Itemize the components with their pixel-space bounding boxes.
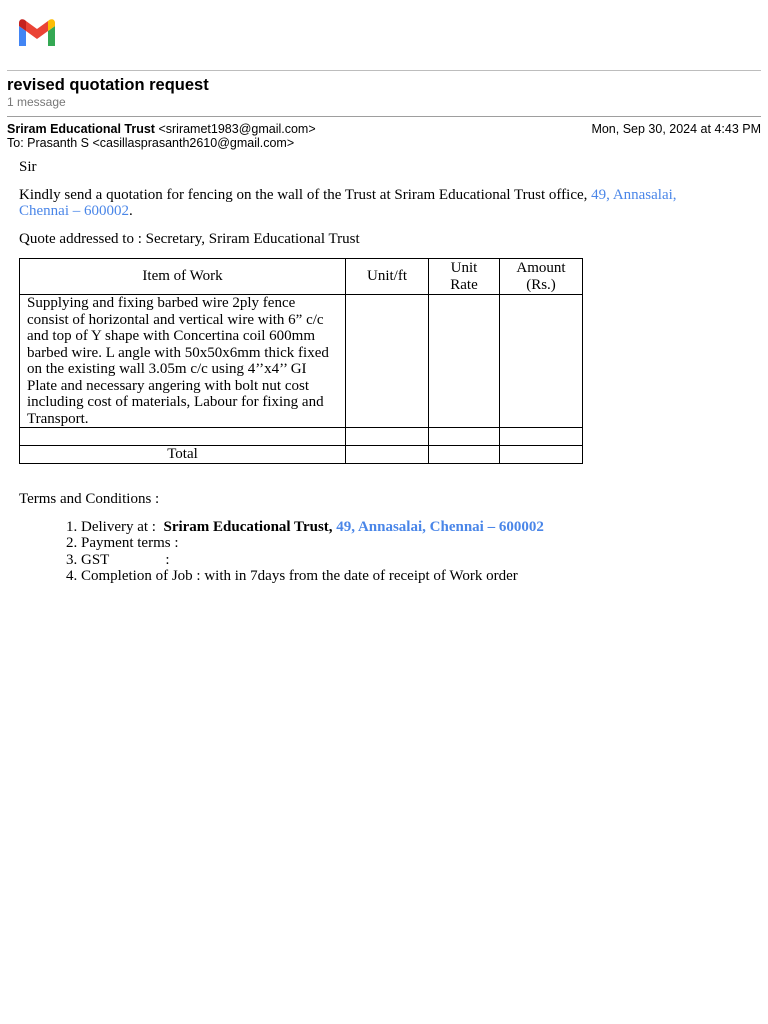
- list-item: [81, 568, 719, 585]
- total-rate-cell: [429, 446, 500, 464]
- greeting: Sir: [19, 159, 37, 175]
- total-label: Total: [20, 446, 346, 464]
- total-amount-cell: [500, 446, 583, 464]
- term-label: Payment terms :: [81, 535, 179, 551]
- empty-cell: [20, 428, 346, 446]
- term-label: Delivery at :: [81, 518, 164, 535]
- email-body: [19, 159, 719, 585]
- rate-cell: [429, 295, 500, 428]
- amount-cell: [500, 295, 583, 428]
- sender-name: Sriram Educational Trust: [7, 122, 155, 136]
- unit-cell: [346, 295, 429, 428]
- address-link[interactable]: 49, Annasalai, Chennai – 600002: [19, 186, 677, 219]
- header-unit-rate: Unit Rate: [429, 259, 500, 295]
- list-item: [81, 519, 719, 536]
- item-description: Supplying and fixing barbed wire 2ply fence consist of horizontal and vertical wire with 6” c/c and top of Y shape with Concertina coil 600mm barbed wire. L angle with 50x50x6mm thick fixed on the existing wall 3.05m c/c using 4’’x4’’ GI Plate and necessary angering with bolt nut cost including cost of materials, Labour for fixing and Transport.: [20, 295, 346, 428]
- recipient-line: To: Prasanth S <casillasprasanth2610@gmail.com>: [7, 136, 295, 150]
- term-label: GST :: [81, 551, 170, 568]
- gmail-logo-icon: [16, 17, 58, 49]
- table-row: [20, 295, 583, 428]
- email-date: Mon, Sep 30, 2024 at 4:43 PM: [591, 122, 761, 136]
- terms-section: [19, 491, 719, 585]
- message-count: 1 message: [7, 95, 66, 109]
- empty-cell: [500, 428, 583, 446]
- list-item: [81, 552, 719, 569]
- header-amount: Amount (Rs.): [500, 259, 583, 295]
- total-unit-cell: [346, 446, 429, 464]
- empty-row: [20, 428, 583, 446]
- terms-list: [19, 519, 719, 585]
- quote-addressed-line: Quote addressed to : Secretary, Sriram Educational Trust: [19, 230, 360, 247]
- sender-line: [7, 122, 316, 136]
- quotation-table: [19, 258, 583, 464]
- sender-email: <sriramet1983@gmail.com>: [158, 122, 316, 136]
- list-item: [81, 535, 719, 552]
- intro-end: .: [129, 203, 133, 219]
- table-header-row: [20, 259, 583, 295]
- total-row: [20, 446, 583, 464]
- terms-title: Terms and Conditions :: [19, 491, 160, 507]
- empty-cell: [346, 428, 429, 446]
- email-subject: revised quotation request: [7, 76, 209, 94]
- empty-cell: [429, 428, 500, 446]
- intro-paragraph: [19, 187, 719, 220]
- delivery-address-link[interactable]: 49, Annasalai, Chennai – 600002: [336, 518, 544, 535]
- intro-text: Kindly send a quotation for fencing on the wall of the Trust at Sriram Educational Trust office,: [19, 186, 592, 203]
- header-unit-ft: Unit/ft: [346, 259, 429, 295]
- header-item-of-work: Item of Work: [20, 259, 346, 295]
- term-label: Completion of Job : with in 7days from the date of receipt of Work order: [81, 568, 518, 584]
- subject-divider: [7, 116, 761, 117]
- header-divider: [7, 70, 761, 71]
- term-bold: Sriram Educational Trust,: [163, 518, 337, 535]
